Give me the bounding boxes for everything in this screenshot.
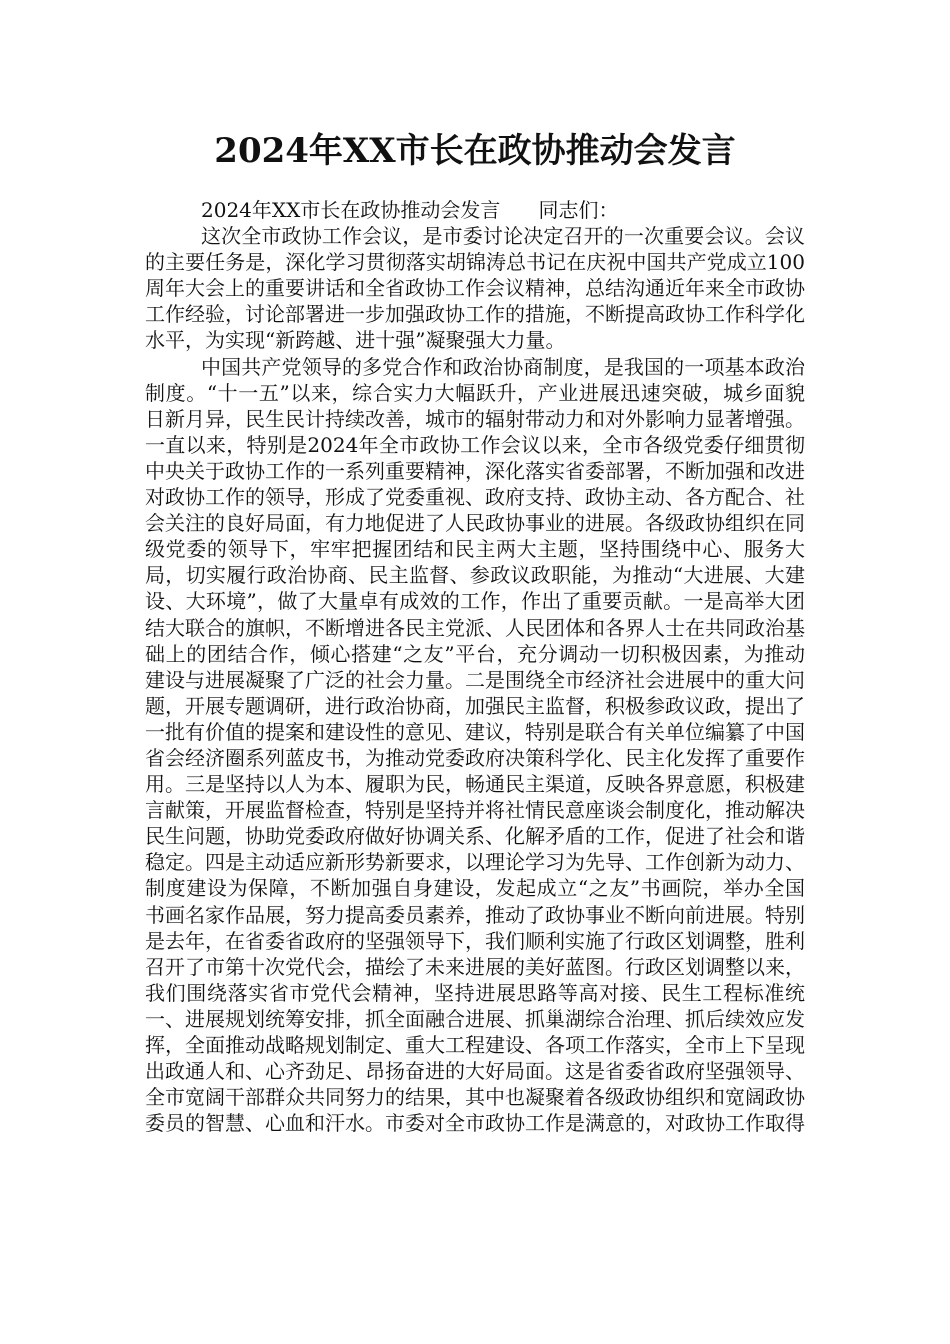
body-paragraph-2: 中国共产党领导的多党合作和政治协商制度，是我国的一项基本政治制度。“十一五”以来，综合实力大幅跃升，产业进展迅速突破，城乡面貌日新月异，民生民计持续改善，城市的辐射带动力和对外影响力显著增强。一直以来，特别是2024年全市政协工作会议以来，全市各级党委仔细贯彻中央关于政协工作的一系列重要精神，深化落实省委部署，不断加强和改进对政协工作的领导，形成了党委重视、政府支持、政协主动、各方配合、社会关注的良好局面，有力地促进了人民政协事业的进展。各级政协组织在同级党委的领导下，牢牢把握团结和民主两大主题，坚持围绕中心、服务大局，切实履行政治协商、民主监督、参政议政职能，为推动“大进展、大建设、大环境”，做了大量卓有成效的工作，作出了重要贡献。一是高举大团结大联合的旗帜，不断增进各民主党派、人民团体和各界人士在共同政治基础上的团结合作，倾心搭建“之友”平台，充分调动一切积极因素，为推动建设与进展凝聚了广泛的社会力量。二是围绕全市经济社会进展中的重大问题，开展专题调研，进行政治协商，加强民主监督，积极参政议政，提出了一批有价值的提案和建设性的意见、建议，特别是联合有关单位编纂了中国省会经济圈系列蓝皮书，为推动党委政府决策科学化、民主化发挥了重要作用。三是坚持以人为本、履职为民，畅通民主渠道，反映各界意愿，积极建言献策，开展监督检查，特别是坚持并将社情民意座谈会制度化，推动解决民生问题，协助党委政府做好协调关系、化解矛盾的工作，促进了社会和谐稳定。四是主动适应新形势新要求，以理论学习为先导、工作创新为动力、制度建设为保障，不断加强自身建设，发起成立“之友”书画院，举办全国书画名家作品展，努力提高委员素养，推动了政协事业不断向前进展。特别是去年，在省委省政府的坚强领导下，我们顺利实施了行政区划调整，胜利召开了市第十次党代会，描绘了未来进展的美好蓝图。行政区划调整以来，我们围绕落实省市党代会精神，坚持进展思路等高对接、民生工程标准统一、进展规划统筹安排，抓全面融合进展、抓巢湖综合治理、抓后续效应发挥，全面推动战略规划制定、重大工程建设、各项工作落实，全市上下呈现出政通人和、心齐劲足、昂扬奋进的大好局面。这是省委省政府坚强领导、全市宽阔干部群众共同努力的结果，其中也凝聚着各级政协组织和宽阔政协委员的智慧、心血和汗水。市委对全市政协工作是满意的，对政协工作取得 [145, 354, 805, 1136]
lead-line [145, 197, 805, 223]
document-title: 2024年XX市长在政协推动会发言 [214, 131, 736, 171]
lead-title: 2024年XX市长在政协推动会发言 [201, 198, 501, 222]
salutation: 同志们： [538, 198, 619, 222]
body-paragraph-1: 这次全市政协工作会议，是市委讨论决定召开的一次重要会议。会议的主要任务是，深化学习贯彻落实胡锦涛总书记在庆祝中国共产党成立100周年大会上的重要讲话和全省政协工作会议精神，总结沟通近年来全市政协工作经验，讨论部署进一步加强政协工作的措施，不断提高政协工作科学化水平，为实现“新跨越、进十强”凝聚强大力量。 [145, 224, 805, 353]
document-body [145, 197, 805, 1136]
